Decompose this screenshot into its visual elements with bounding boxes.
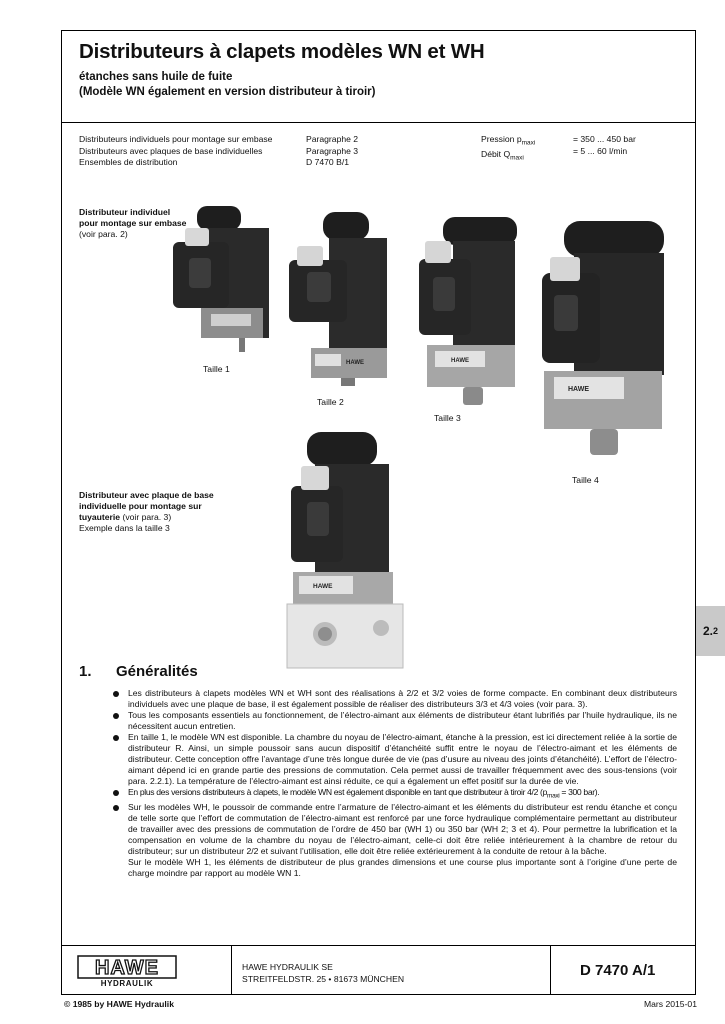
page-subtitle: [79, 70, 376, 100]
logo-subtext: HYDRAULIK: [100, 979, 154, 988]
label-taille-1: Taille 1: [203, 364, 230, 374]
spec-label-2: Distributeurs avec plaques de base individuelles: [79, 145, 263, 156]
valve-size-4-image: [538, 217, 668, 460]
logo-wordmark: HAWE: [95, 957, 159, 979]
footer-divider-2: [550, 945, 551, 995]
specs-labels: [79, 134, 272, 169]
section-title: Généralités: [116, 663, 198, 680]
valve-plate-text-5: HAWE: [313, 583, 333, 590]
bullet-text-3: En taille 1, le modèle WN est disponible. La chambre du noyau de l’électro-aimant, étanche à la pression, est ici directement reliée à la sortie de distributeur R. Ainsi, un simple poussoir sans aucun dispositif d’étanchéité suffit entre le noyau de l’électro-aimant et les éléments de distributeur. Cette conception offre l’avantage d’une très longue durée de vie (pas d’usure au niveau des joints d’étanchéité). L’effort de l’électro-aimant dépend ici en grande partie des pressions de commutation. Cela permet aussi de travailler fréquemment avec des sous-tensions (voir para. 2.2.1). La température de l’électro-aimant est ainsi réduite, ce qui a également un effet positif sur la durée de vie.: [128, 732, 677, 787]
bullet-dot: [113, 713, 119, 719]
flow-value: = 5 ... 60 l/min: [573, 145, 628, 156]
section-tab-marker: [696, 606, 725, 656]
valve-size-3-image: [413, 215, 520, 410]
footer-rule: [61, 945, 696, 946]
tab-marker-main: 2.: [702, 624, 713, 638]
label-taille-3: Taille 3: [434, 413, 461, 423]
bullet-item-1: [113, 688, 677, 710]
spec-label-1: Distributeurs individuels pour montage sur embase: [79, 134, 273, 144]
document-number: D 7470 A/1: [580, 962, 656, 979]
pressure-sub: maxi: [521, 139, 536, 147]
company-name: HAWE HYDRAULIK SE: [242, 962, 333, 972]
subtitle-line-1: étanches sans huile de fuite: [79, 71, 233, 83]
bullet-text-4: En plus des versions distributeurs à clapets, le modèle WN est également disponible en tant que distributeur à tiroir 4/2 (p: [128, 787, 547, 798]
bullet-dot: [113, 790, 119, 796]
label-taille-4: Taille 4: [572, 475, 599, 485]
specs-refs: [306, 134, 358, 169]
edition-date: Mars 2015-01: [643, 999, 697, 1009]
valve-baseplate-image: [285, 430, 407, 670]
hawe-logo: [77, 955, 177, 988]
caption-plate: [79, 490, 239, 534]
caption-individual-normal: (voir para. 2): [79, 229, 128, 239]
bullet-item-3: [113, 732, 677, 787]
bullet-dot: [113, 735, 119, 741]
valve-size-2-image: [285, 210, 390, 388]
company-street: STREITFELDSTR. 25 • 81673 MÜNCHEN: [242, 974, 405, 984]
bullet-continuation: Sur le modèle WH 1, les éléments de distributeur de plus grandes dimensions et une course plus importante sont à l’origine d’une perte de charge moindre par rapport au modèle WN 1.: [128, 857, 677, 879]
footer-divider-1: [231, 945, 232, 995]
flow-sub: maxi: [510, 154, 524, 162]
bullet-4-end: = 300 bar).: [559, 787, 600, 798]
bullet-dot: [113, 805, 119, 811]
spec-ref-3: D 7470 B/1: [306, 157, 349, 167]
bullet-item-2: [113, 710, 677, 732]
hawe-logo-mark: [77, 955, 177, 979]
bullet-text-1: Les distributeurs à clapets modèles WN et WH sont des réalisations à 2/2 et 3/2 voies de forme compacte. En combinant deux distributeurs individuels avec une plaque de base, il est également possible de réaliser des distributeurs 3/3 et 4/3 voies (voir para. 3).: [128, 688, 677, 710]
flow-label: Débit Q: [481, 149, 511, 160]
bullet-dot: [113, 691, 119, 697]
copyright: © 1985 by HAWE Hydraulik: [64, 999, 174, 1009]
valve-plate-text-3: HAWE: [451, 358, 469, 364]
bullet-text-5: Sur les modèles WH, le poussoir de commande entre l’armature de l’électro-aimant et les éléments du distributeur est rendu étanche et conçu de telle sorte que l’effort de commutation de l’électro-aimant est renforcé par une force hydraulique complémentaire permettant au distributeur de travailler avec des pressions de commutation de l’ordre de 450 bar (WH 1) ou 350 bar (WH 2; 3 et 4). Pour permettre la lubrification et la compensation en volume de la chambre du noyau de l’électro-aimant, celle-ci doit être reliée intérieurement à la chambre de retour du distributeur; sur un distributeur 2/2 et suivant l’utilisation, elle doit être reliée extérieurement à la conduite de retour à la bâche.: [128, 802, 677, 857]
pressure-label: Pression p: [481, 134, 522, 144]
spec-label-3: Ensembles de distribution: [79, 157, 178, 167]
subtitle-line-2: (Modèle WN également en version distributeur à tiroir): [79, 86, 376, 98]
caption-plate-line2: Exemple dans la taille 3: [79, 523, 170, 533]
bullet-list: [113, 688, 677, 880]
company-address: [242, 961, 404, 985]
spec-values: [573, 134, 636, 157]
valve-plate-text-4: HAWE: [568, 386, 589, 393]
bullet-item-4: [113, 787, 677, 802]
header-rule: [61, 122, 696, 123]
caption-plate-bold: Distributeur avec plaque de base individuelle pour montage sur tuyauterie: [79, 490, 214, 522]
bullet-item-5: [113, 802, 677, 857]
caption-plate-normal: (voir para. 3): [120, 512, 172, 522]
bullet-text-2: Tous les composants essentiels au fonctionnement, de l’électro-aimant aux éléments de distributeur étant lubrifiés par l’huile hydraulique, ils ne nécessitent aucun entretien.: [128, 710, 677, 732]
section-number: 1.: [79, 663, 92, 680]
label-taille-2: Taille 2: [317, 397, 344, 407]
bullet-4-sub: maxi: [547, 793, 560, 801]
valve-size-1-image: [171, 200, 271, 356]
valve-plate-text-2: HAWE: [346, 360, 364, 366]
pressure-value: = 350 ... 450 bar: [573, 134, 636, 144]
caption-individual-bold: Distributeur individuel pour montage sur embase: [79, 207, 187, 228]
spec-params: [481, 134, 535, 164]
page-title: Distributeurs à clapets modèles WN et WH: [79, 40, 485, 63]
tab-marker-small: 2: [713, 626, 719, 636]
spec-ref-1: Paragraphe 2: [306, 134, 359, 144]
spec-ref-2: Paragraphe 3: [306, 145, 359, 156]
